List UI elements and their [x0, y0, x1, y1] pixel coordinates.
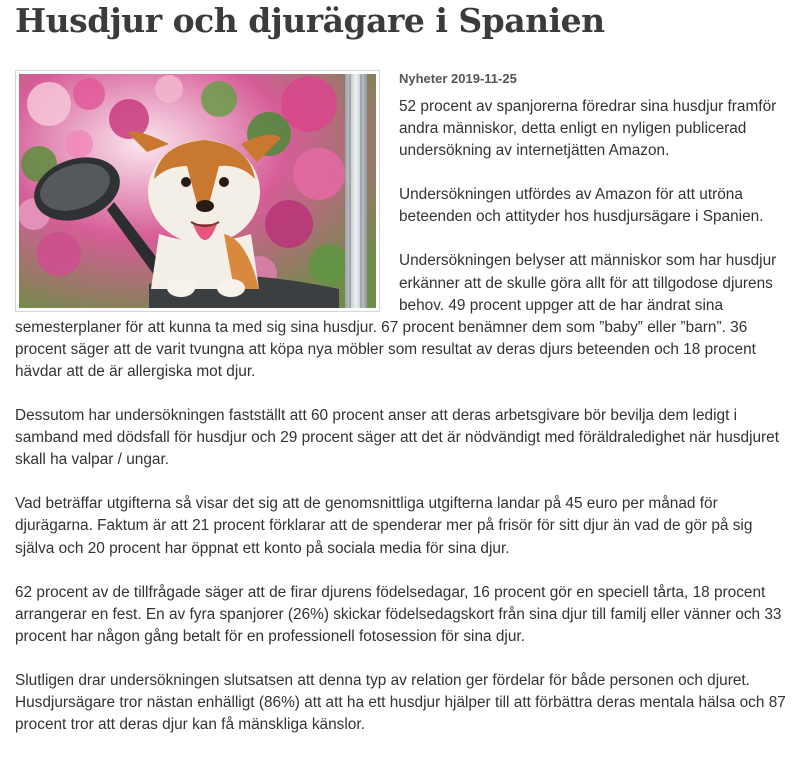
article-date: 2019-11-25 [451, 71, 517, 86]
paragraph: Vad beträffar utgifterna så visar det sig att de genomsnittliga utgifterna landar på 45 euro per månad för djurägarna. Faktum är att 21 procent förklarar att de spenderar mer på frisör för sitt djur än vad de gör på sig själva och 20 procent har öppnat ett konto på sociala media för sina djur. [15, 495, 753, 557]
paragraph: Undersökningen belyser att människor som har husdjur erkänner att de skulle göra allt för att tillgodose djurens behov. 49 procent uppger att de har ändrat sina semesterplaner för att kunna ta med sig sina husdjur. 67 procent benämner dem som ”baby” eller ”barn”. 36 procent säger att de varit tvungna att köpa nya möbler som resultat av deras djurs beteenden och 18 procent hävdar att de är allergiska mot djur. [15, 252, 777, 380]
paragraph: 62 procent av de tillfrågade säger att de firar djurens födelsedagar, 16 procent gör en speciell tårta, 18 procent arrangerar en fest. En av fyra spanjorer (26%) skickar födelsedagskort från sina djur till familj eller vänner och 33 procent har någon gång betalt för en professionell fotosession för sina djur. [15, 583, 782, 645]
article-title: Husdjur och djurägare i Spanien [15, 1, 605, 40]
paragraph: Undersökningen utfördes av Amazon för att utröna beteenden och attityder hos husdjursägare i Spanien. [399, 186, 764, 226]
paragraph: 52 procent av spanjorerna föredrar sina husdjur framför andra människor, detta enligt en nyligen publicerad undersökning av internetjätten Amazon. [399, 98, 777, 160]
article-category: Nyheter [399, 71, 448, 86]
paragraph: Slutligen drar undersökningen slutsatsen att denna typ av relation ger fördelar för både personen och djuret. Husdjursägare tror nästan enhälligt (86%) att att ha ett husdjur hjälper till att förbättra deras mentala hälsa och 87 procent tror att deras djur kan få mänskliga känslor. [15, 671, 786, 734]
paragraph: Dessutom har undersökningen fastställt att 60 procent anser att deras arbetsgivare bör bevilja dem ledigt i samband med dödsfall för husdjur och 29 procent säger att det är nödvändigt med föräldraledighet när husdjuret skall ha valpar / ungar. [15, 407, 780, 469]
article-dateline [399, 70, 517, 88]
image-float-spacer [15, 96, 399, 312]
article-body [15, 96, 787, 758]
